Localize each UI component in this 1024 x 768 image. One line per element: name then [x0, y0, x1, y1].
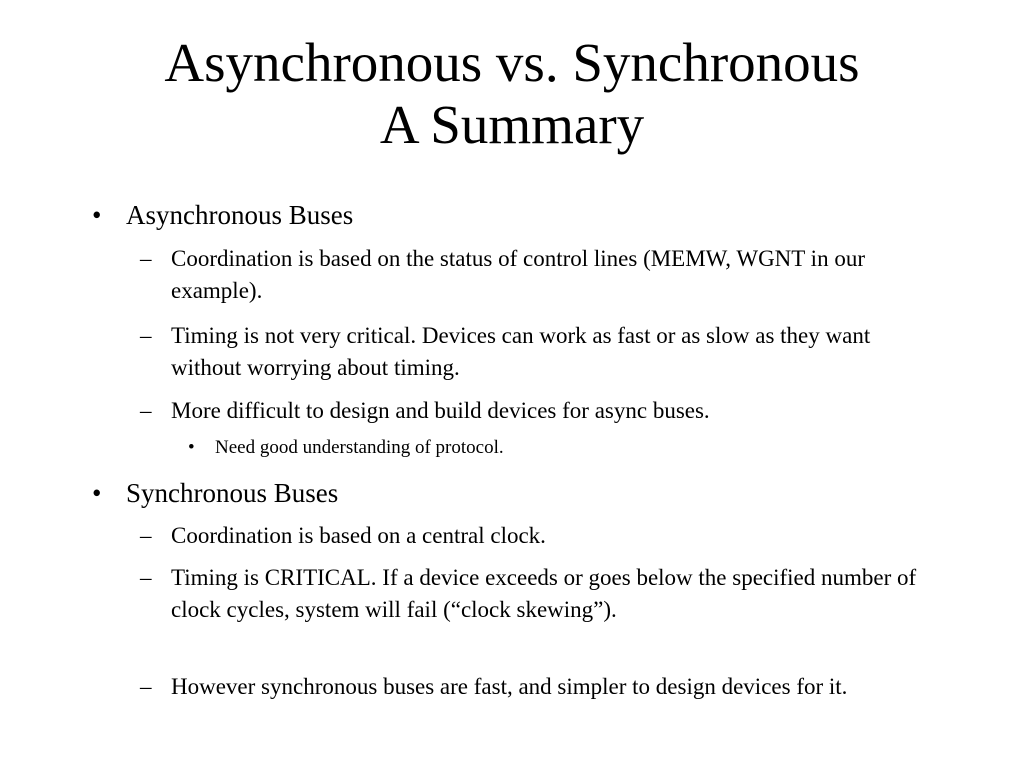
dash-item — [140, 395, 940, 427]
dash-marker: – — [140, 565, 152, 590]
dash-marker: – — [140, 674, 152, 699]
dash-marker: – — [140, 523, 152, 548]
dash-item — [140, 562, 940, 626]
dash-item — [140, 520, 940, 552]
bullet-heading: Asynchronous Buses — [126, 200, 354, 230]
dash-item-text: Coordination is based on a central clock. — [171, 523, 546, 548]
sub-bullet-text: Need good understanding of protocol. — [215, 437, 504, 458]
dash-item-text: Timing is not very critical. Devices can work as fast or as slow as they want without worrying about timing. — [171, 323, 871, 380]
dash-item-text: More difficult to design and build devices for async buses. — [171, 398, 710, 423]
sub-bullet-item — [188, 436, 888, 460]
bullet-marker: • — [92, 200, 102, 230]
sub-bullet-marker: • — [188, 437, 195, 458]
dash-item-text: Timing is CRITICAL. If a device exceeds or goes below the specified number of clock cycles, system will fail (“clock skewing”). — [171, 565, 917, 622]
dash-item — [140, 671, 940, 703]
dash-marker: – — [140, 398, 152, 423]
title-line-1: Asynchronous vs. Synchronous — [164, 32, 860, 93]
dash-item — [140, 320, 940, 384]
dash-marker: – — [140, 246, 152, 271]
dash-item — [140, 243, 940, 307]
dash-item-text: However synchronous buses are fast, and simpler to design devices for it. — [171, 674, 848, 699]
dash-item-text: Coordination is based on the status of control lines (MEMW, WGNT in our example). — [171, 246, 865, 303]
bullet-heading: Synchronous Buses — [126, 478, 339, 508]
bullet-marker: • — [92, 478, 102, 508]
dash-marker: – — [140, 323, 152, 348]
title-line-2: A Summary — [379, 94, 645, 155]
